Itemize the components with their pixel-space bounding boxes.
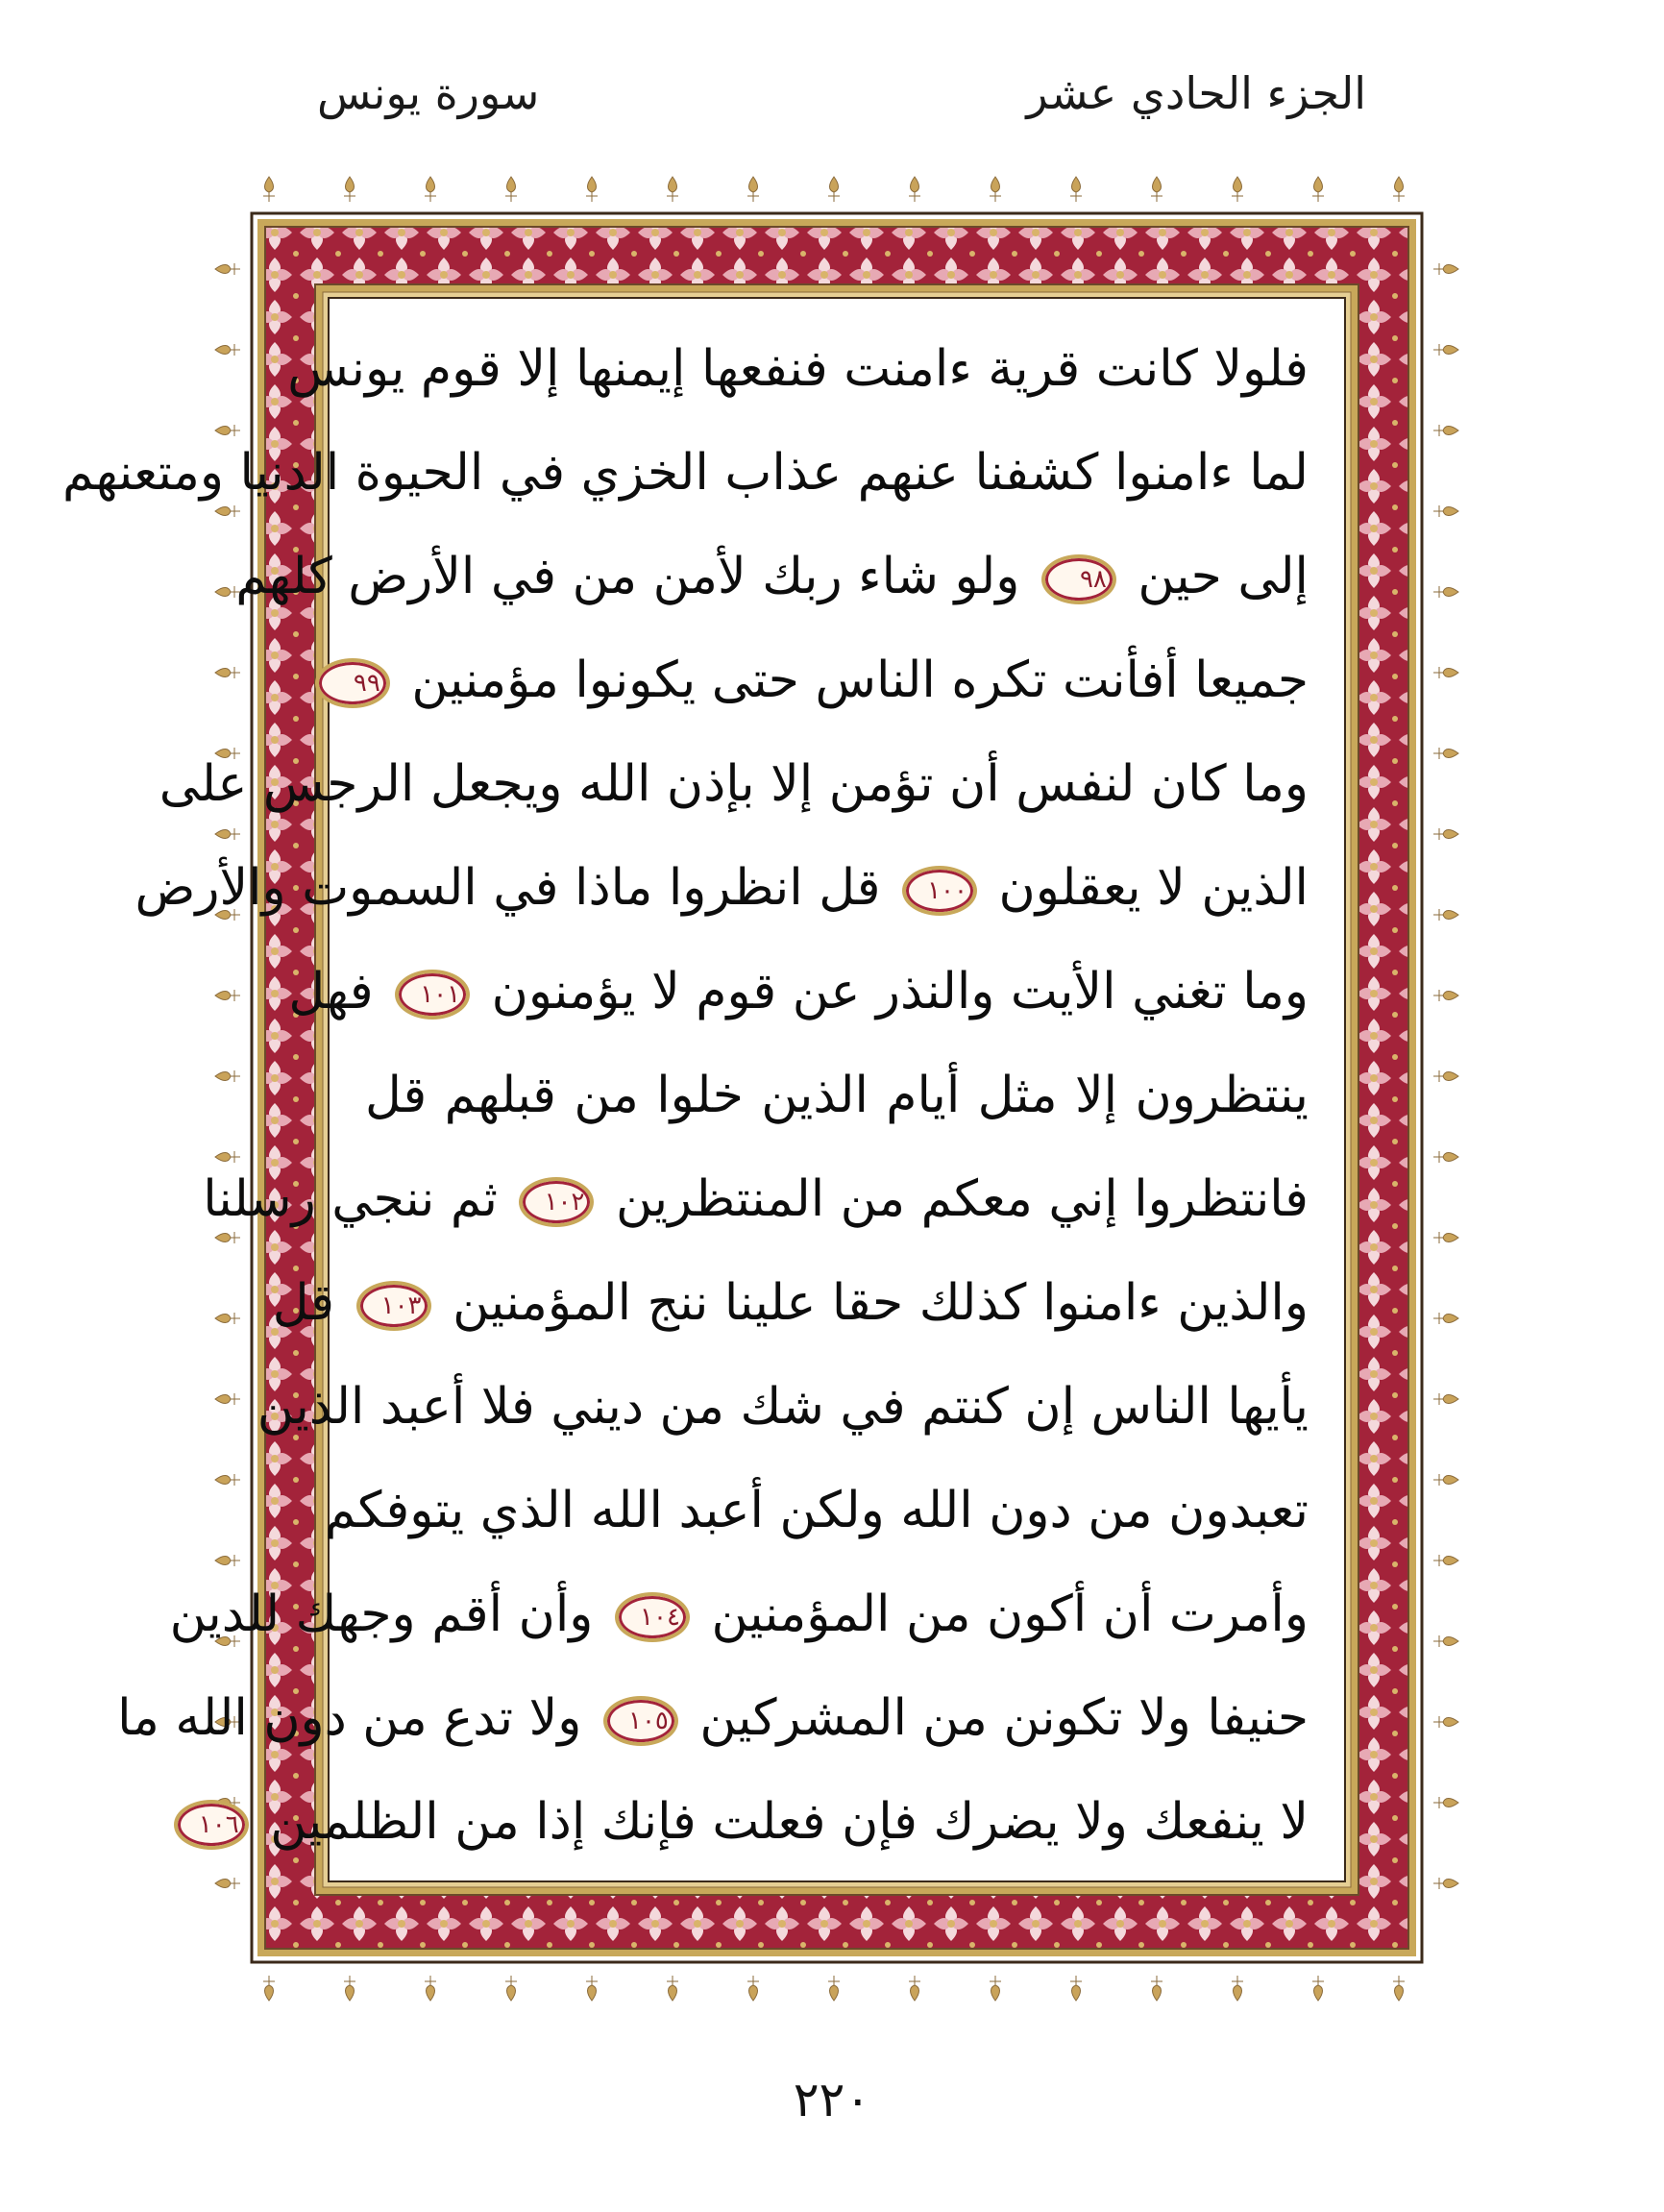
verse-line: [287, 321, 1309, 417]
frame-finial: [1433, 1232, 1458, 1243]
frame-finial: [215, 1313, 240, 1324]
frame-finial: [1433, 1878, 1458, 1889]
frame-finial: [1433, 1555, 1458, 1566]
verse-text: ولا تدع من دون الله ما: [117, 1689, 582, 1747]
frame-finial: [586, 177, 598, 202]
frame-finial: [1232, 1976, 1243, 2001]
verse-text: جميعا أفأنت تكره الناس حتى يكونوا مؤمنين: [411, 651, 1309, 709]
frame-finial: [1232, 177, 1243, 202]
ayah-number-marker: ٩٨: [1041, 554, 1116, 604]
ayah-number-marker: ١٠٥: [603, 1696, 678, 1746]
frame-finial: [215, 344, 240, 356]
verse-text: وأمرت أن أكون من المؤمنين: [711, 1585, 1309, 1643]
verse-text: وما تغني الأيت والنذر عن قوم لا يؤمنون: [491, 963, 1309, 1020]
ayah-number-marker: ١٠٠: [902, 866, 977, 916]
frame-finial: [828, 1976, 840, 2001]
frame-finial: [586, 1976, 598, 2001]
frame-finial: [1433, 344, 1458, 356]
verse-text: ثم ننجي رسلنا: [203, 1170, 498, 1228]
frame-finial: [1433, 1070, 1458, 1082]
verse-text: وما كان لنفس أن تؤمن إلا بإذن الله ويجعل الرجس على: [159, 755, 1309, 813]
frame-finial: [1433, 1716, 1458, 1728]
frame-finial: [1433, 1797, 1458, 1808]
verse-line: [203, 1151, 1309, 1247]
verse-line: [365, 1047, 1309, 1143]
frame-finial: [1393, 177, 1405, 202]
frame-finial: [1151, 1976, 1162, 2001]
frame-finial: [1312, 177, 1324, 202]
frame-finial: [747, 1976, 759, 2001]
frame-finial: [1433, 1393, 1458, 1405]
frame-finial: [1433, 505, 1458, 517]
ayah-number-marker: ٩٩: [315, 658, 390, 708]
frame-finial: [747, 177, 759, 202]
frame-finial: [263, 1976, 275, 2001]
frame-finial: [1433, 1474, 1458, 1486]
verse-panel: [62, 302, 1341, 1878]
frame-finial: [990, 1976, 1001, 2001]
frame-finial: [505, 177, 517, 202]
frame-finial: [1433, 990, 1458, 1001]
verse-text: حنيفا ولا تكونن من المشركين: [699, 1689, 1309, 1747]
frame-finial: [215, 1393, 240, 1405]
verse-text: الذين لا يعقلون: [998, 859, 1309, 917]
frame-finial: [1433, 425, 1458, 436]
verse-line: [288, 944, 1309, 1040]
frame-finial: [344, 177, 355, 202]
verse-text: تعبدون من دون الله ولكن أعبد الله الذي يتوفكم: [325, 1482, 1309, 1539]
frame-finial: [1433, 1313, 1458, 1324]
frame-finial: [667, 177, 678, 202]
verse-line: [353, 632, 1309, 728]
frame-finial: [505, 1976, 517, 2001]
frame-finial: [1070, 177, 1082, 202]
verse-line: [135, 840, 1309, 936]
frame-finial: [263, 177, 275, 202]
frame-finial: [1433, 748, 1458, 759]
frame-finial: [215, 263, 240, 275]
verse-line: [159, 736, 1309, 832]
verse-line: [117, 1670, 1309, 1766]
ayah-number-marker: ١٠٣: [356, 1281, 431, 1331]
verse-line: [62, 425, 1309, 521]
verse-text: لما ءامنوا كشفنا عنهم عذاب الخزي في الحيوة الدنيا ومتعنهم: [62, 444, 1309, 502]
frame-finial: [909, 177, 920, 202]
page-number: ٢٢٠: [793, 2072, 871, 2127]
juz-title: الجزء الحادي عشر: [1026, 67, 1366, 119]
frame-finial: [990, 177, 1001, 202]
frame-finial: [1151, 177, 1162, 202]
ayah-number-marker: ١٠٢: [519, 1177, 594, 1227]
frame-finial: [1312, 1976, 1324, 2001]
ayah-number-marker: ١٠٦: [174, 1800, 249, 1850]
verse-text: والذين ءامنوا كذلك حقا علينا ننج المؤمنين: [453, 1274, 1309, 1332]
frame-finial: [215, 1474, 240, 1486]
ayah-number-marker: ١٠١: [395, 970, 470, 1020]
surah-title: سورة يونس: [317, 67, 540, 119]
verse-line: [235, 528, 1309, 625]
verse-text: إلى حين: [1138, 548, 1309, 605]
verse-text: يأيها الناس إن كنتم في شك من ديني فلا أعبد الذين: [257, 1378, 1309, 1436]
verse-text: ولو شاء ربك لأمن من في الأرض كلهم: [235, 548, 1020, 605]
frame-finial: [1393, 1976, 1405, 2001]
frame-finial: [828, 177, 840, 202]
frame-finial: [215, 667, 240, 678]
verse-text: وأن أقم وجهك للدين: [169, 1585, 594, 1643]
verse-text: فهل: [288, 963, 374, 1020]
frame-finial: [215, 1070, 240, 1082]
verse-text: فلولا كانت قرية ءامنت فنفعها إيمنها إلا قوم يونس: [287, 340, 1309, 398]
frame-finial: [1070, 1976, 1082, 2001]
frame-finial: [1433, 909, 1458, 921]
verse-text: ينتظرون إلا مثل أيام الذين خلوا من قبلهم قل: [365, 1067, 1309, 1124]
frame-finial: [909, 1976, 920, 2001]
frame-finial: [215, 1878, 240, 1889]
frame-finial: [1433, 586, 1458, 598]
frame-finial: [667, 1976, 678, 2001]
frame-finial: [1433, 263, 1458, 275]
verse-line: [257, 1359, 1309, 1455]
frame-finial: [1433, 828, 1458, 840]
verse-line: [272, 1255, 1309, 1351]
frame-finial: [1433, 667, 1458, 678]
frame-finial: [1433, 1635, 1458, 1647]
frame-finial: [215, 990, 240, 1001]
verse-line: [198, 1774, 1309, 1870]
verse-text: فانتظروا إني معكم من المنتظرين: [616, 1170, 1309, 1228]
frame-finial: [344, 1976, 355, 2001]
frame-finial: [1433, 1151, 1458, 1163]
verse-text: قل: [272, 1274, 334, 1332]
verse-line: [325, 1462, 1309, 1559]
frame-finial: [425, 1976, 436, 2001]
frame-finial: [215, 1555, 240, 1566]
verse-text: قل انظروا ماذا في السموت والأرض: [135, 859, 881, 917]
ayah-number-marker: ١٠٤: [615, 1592, 690, 1642]
verse-line: [169, 1566, 1309, 1662]
verse-text: لا ينفعك ولا يضرك فإن فعلت فإنك إذا من الظلمين: [270, 1793, 1309, 1851]
frame-finial: [425, 177, 436, 202]
